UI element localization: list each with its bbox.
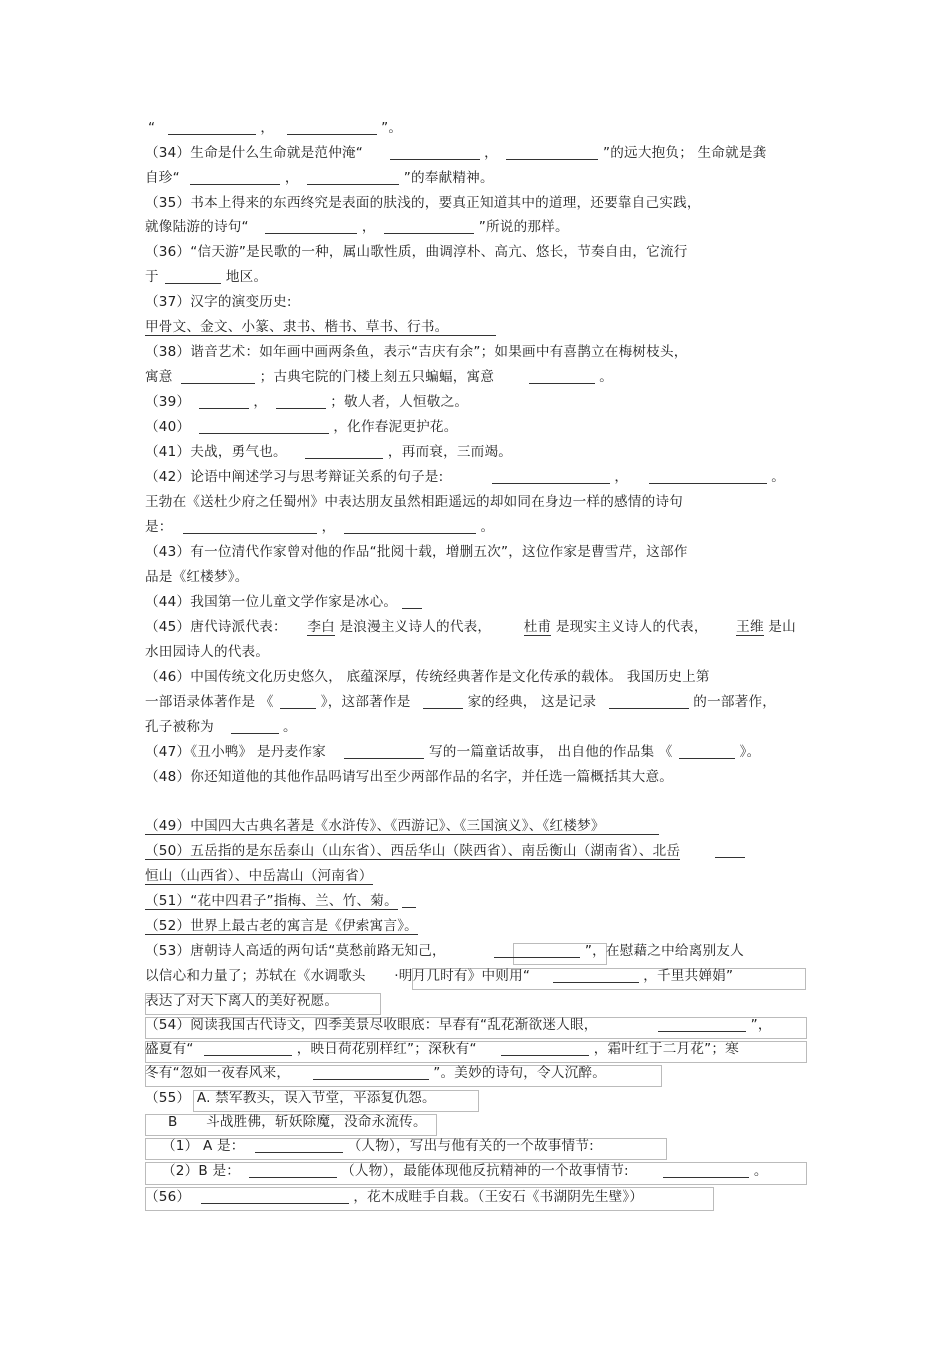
text: 孔子被称为 <box>145 719 214 735</box>
question-53 <box>145 940 808 962</box>
text: 就像陆游的诗句“ <box>145 219 249 235</box>
text: B <box>168 1114 178 1130</box>
text: ，映日荷花别样红”；深秋有“ <box>296 1041 477 1057</box>
text: ， <box>260 120 275 136</box>
answer-blank[interactable] <box>276 392 326 409</box>
text: 王勃在《送杜少府之任蜀州》中表达朋友虽然相距遥远的却如同在身边一样的感情的诗句 <box>145 494 683 510</box>
text: 。 <box>283 719 297 735</box>
question-40 <box>145 416 808 438</box>
answer-blank[interactable] <box>183 517 317 534</box>
text-line <box>145 266 808 288</box>
text: （47）《丑小鸭》 是丹麦作家 <box>145 744 326 760</box>
question-46 <box>145 666 808 688</box>
text-line <box>168 1111 808 1133</box>
answer-text: 李白 <box>307 619 335 635</box>
text: （46）中国传统文化历史悠久， 底蕴深厚，传统经典著作是文化传承的载体。 我国历史上第 <box>145 669 710 685</box>
text: （42）论语中阐述学习与思考辩证关系的句子是: <box>145 469 444 485</box>
answer-text: （50）五岳指的是东岳泰山（山东省）、西岳华山（陕西省）、南岳衡山（湖南省）、北岳 <box>145 843 681 859</box>
text: 》，这部著作是 <box>320 694 411 710</box>
text: 冬有“忽如一夜春风来， <box>145 1065 291 1081</box>
answer-text: 甲骨文、金文、小篆、隶书、楷书、草书、行书。 <box>145 319 496 336</box>
answer-blank[interactable] <box>649 467 767 484</box>
text-line <box>148 117 808 139</box>
question-36 <box>145 241 808 263</box>
text: ”。美妙的诗句，令人沉醉。 <box>433 1065 607 1081</box>
answer-blank[interactable] <box>255 1136 343 1153</box>
text: 是浪漫主义诗人的代表， <box>339 619 492 635</box>
text: “ <box>148 120 156 136</box>
answer-blank[interactable] <box>204 1039 292 1056</box>
answer-blank[interactable] <box>609 692 689 709</box>
text: 斗战胜佛，斩妖除魔，没命永流传。 <box>206 1114 427 1130</box>
answer-text: （51）“花中四君子”指梅、兰、竹、菊。 <box>145 893 398 909</box>
text-line <box>145 366 808 388</box>
text: ，花木成畦手自栽。（王安石《书湖阴先生壁》） <box>353 1189 644 1205</box>
answer-blank[interactable] <box>663 1161 749 1178</box>
answer-blank[interactable] <box>492 467 610 484</box>
text: （40） <box>145 419 191 435</box>
answer-blank[interactable] <box>501 1039 589 1056</box>
answer-blank[interactable] <box>165 267 221 284</box>
text: ·明月几时有》中则用“ <box>394 968 531 984</box>
text: 写的一篇童话故事， 出自他的作品集 《 <box>429 744 673 760</box>
question-51 <box>145 890 808 912</box>
text: 盛夏有“ <box>145 1041 194 1057</box>
text: ， <box>321 519 336 535</box>
text: 一部语录体著作是 《 <box>145 694 274 710</box>
text: ， <box>361 219 376 235</box>
text: 品是《红楼梦》。 <box>145 569 249 585</box>
question-34 <box>145 142 808 164</box>
question-35 <box>145 192 808 214</box>
text: ”的远大抱负； 生命就是龚 <box>602 145 767 161</box>
text: （人物），最能体现他反抗精神的一个故事情节: <box>341 1163 629 1179</box>
text: （55） <box>145 1090 191 1106</box>
answer-blank[interactable] <box>390 143 480 160</box>
question-42 <box>145 466 820 488</box>
text: ， <box>284 170 299 186</box>
answer-blank[interactable] <box>402 592 422 609</box>
text: ，再而衰，三而竭。 <box>387 444 513 460</box>
text-line <box>162 1135 808 1157</box>
answer-blank[interactable] <box>313 1063 429 1080</box>
text: ；敬人者，人恒敬之。 <box>330 394 469 410</box>
text: 是现实主义诗人的代表， <box>555 619 708 635</box>
text: （43）有一位清代作家曾对他的作品“批阅十载，增删五次”，这位作家是曹雪芹，这部作 <box>145 544 688 560</box>
answer-blank[interactable] <box>168 118 256 135</box>
text: ”所说的那样。 <box>478 219 569 235</box>
text: （35）书本上得来的东西终究是表面的肤浅的，要真正知道其中的道理，还要靠自己实践， <box>145 195 701 211</box>
answer-blank[interactable] <box>287 118 377 135</box>
text-line <box>145 491 808 513</box>
answer-text: （49）中国四大古典名著是《水浒传》、《西游记》、《三国演义》、《红楼梦》 <box>145 818 659 835</box>
answer-blank[interactable] <box>265 217 357 234</box>
question-41 <box>145 441 808 463</box>
text: （人物），写出与他有关的一个故事情节: <box>347 1138 594 1154</box>
answer-blank[interactable] <box>402 891 416 908</box>
answer-line <box>145 316 808 338</box>
answer-text: （52）世界上最古老的寓言是《伊索寓言》。 <box>145 918 418 934</box>
text: （36）“信天游”是民歌的一种，属山歌性质，曲调淳朴、高亢、悠长，节奏自由，它流行 <box>145 244 688 260</box>
answer-text: 恒山（山西省）、中岳嵩山（河南省） <box>145 868 373 884</box>
question-48 <box>145 766 808 788</box>
text: 水田园诗人的代表。 <box>145 644 270 660</box>
answer-blank[interactable] <box>679 742 735 759</box>
answer-blank[interactable] <box>384 217 474 234</box>
answer-blank[interactable] <box>344 517 476 534</box>
text: （44）我国第一位儿童文学作家是冰心。 <box>145 594 398 610</box>
text: 是： <box>145 519 173 535</box>
text: 》。 <box>739 744 761 760</box>
text: 寓意 <box>145 369 173 385</box>
text-line <box>145 691 808 713</box>
text: 。 <box>771 469 786 485</box>
question-45 <box>145 616 808 638</box>
question-50 <box>145 840 808 862</box>
answer-blank[interactable] <box>199 417 329 434</box>
answer-blank[interactable] <box>344 742 424 759</box>
answer-blank[interactable] <box>423 692 463 709</box>
text: ，千里共婵娟” <box>643 968 734 984</box>
text: ，化作春泥更护花。 <box>333 419 458 435</box>
text: ”。 <box>381 120 403 136</box>
question-54 <box>145 1014 808 1036</box>
question-39 <box>145 391 808 413</box>
question-55 <box>145 1087 808 1109</box>
text: ， <box>253 394 268 410</box>
text-line <box>145 990 808 1012</box>
text-line <box>145 1038 808 1060</box>
text-line <box>145 516 808 538</box>
text: （54）阅读我国古代诗文，四季美景尽收眼底：早春有“乱花渐欲迷人眼， <box>145 1017 598 1033</box>
text: 的一部著作， <box>693 694 777 710</box>
answer-blank[interactable] <box>658 1015 746 1032</box>
text: （39） <box>145 394 191 410</box>
text: ”， <box>750 1017 772 1033</box>
answer-blank[interactable] <box>231 717 279 734</box>
text: （48）你还知道他的其他作品吗请写出至少两部作品的名字，并任选一篇概括其大意。 <box>145 769 674 785</box>
question-44 <box>145 591 808 613</box>
answer-blank[interactable] <box>199 392 249 409</box>
answer-blank[interactable] <box>190 168 280 185</box>
text: （53）唐朝诗人高适的两句话“莫愁前路无知己， <box>145 943 446 959</box>
text: （56） <box>145 1189 191 1205</box>
text-line <box>145 167 808 189</box>
text: ；古典宅院的门楼上刻五只蝙蝠，寓意 <box>259 369 495 385</box>
text: 自珍“ <box>145 170 180 186</box>
answer-blank[interactable] <box>181 367 255 384</box>
answer-blank[interactable] <box>529 367 595 384</box>
question-43 <box>145 541 808 563</box>
text-line <box>145 716 808 738</box>
answer-blank[interactable] <box>307 168 399 185</box>
answer-blank[interactable] <box>715 841 745 858</box>
text-line <box>145 641 808 663</box>
answer-text: 杜甫 <box>523 619 552 635</box>
text: 家的经典， 这是记录 <box>467 694 597 710</box>
text: （38）谐音艺术：如年画中画两条鱼，表示“吉庆有余”；如果画中有喜鹊立在梅树枝头， <box>145 344 688 360</box>
text: A. 禁军教头，误入节堂，平添复仇怨。 <box>196 1090 436 1106</box>
text: （1） A 是： <box>162 1138 245 1154</box>
answer-blank[interactable] <box>249 1161 337 1178</box>
text: （45）唐代诗派代表： <box>145 619 287 635</box>
question-52 <box>145 915 808 937</box>
answer-blank[interactable] <box>201 1187 349 1204</box>
text: 。 <box>599 369 614 385</box>
question-37 <box>145 291 808 313</box>
answer-blank[interactable] <box>506 143 598 160</box>
text-line <box>145 965 808 987</box>
text: ， <box>614 469 629 485</box>
question-47 <box>145 741 820 763</box>
answer-blank[interactable] <box>494 941 580 958</box>
question-38 <box>145 341 808 363</box>
text: 地区。 <box>225 269 268 285</box>
text-line <box>145 216 808 238</box>
answer-blank[interactable] <box>280 692 316 709</box>
text: 是山 <box>768 619 796 635</box>
question-49 <box>145 815 808 837</box>
text-line <box>145 566 808 588</box>
text: （37）汉字的演变历史: <box>145 294 292 310</box>
text: 。 <box>753 1163 768 1179</box>
text: 。 <box>480 519 495 535</box>
text-line <box>145 865 808 887</box>
text: 表达了对天下离人的美好祝愿。 <box>145 993 339 1009</box>
answer-text: 王维 <box>736 619 764 635</box>
text-line <box>145 1062 808 1084</box>
text: ”，在慰藉之中给离别友人 <box>584 943 744 959</box>
text: ，霜叶红于二月花”；寒 <box>593 1041 739 1057</box>
text: ”的奉献精神。 <box>403 170 494 186</box>
question-56 <box>145 1186 808 1208</box>
text: ， <box>484 145 498 161</box>
answer-blank[interactable] <box>305 442 383 459</box>
text: （34）生命是什么生命就是范仲淹“ <box>145 145 364 161</box>
text: （41）夫战，勇气也。 <box>145 444 287 460</box>
text: 以信心和力量了；苏轼在《水调歌头 <box>145 968 366 984</box>
text: 于 <box>145 269 159 285</box>
answer-blank[interactable] <box>553 966 639 983</box>
text-line <box>162 1160 810 1182</box>
text: （2）B 是： <box>162 1163 241 1179</box>
